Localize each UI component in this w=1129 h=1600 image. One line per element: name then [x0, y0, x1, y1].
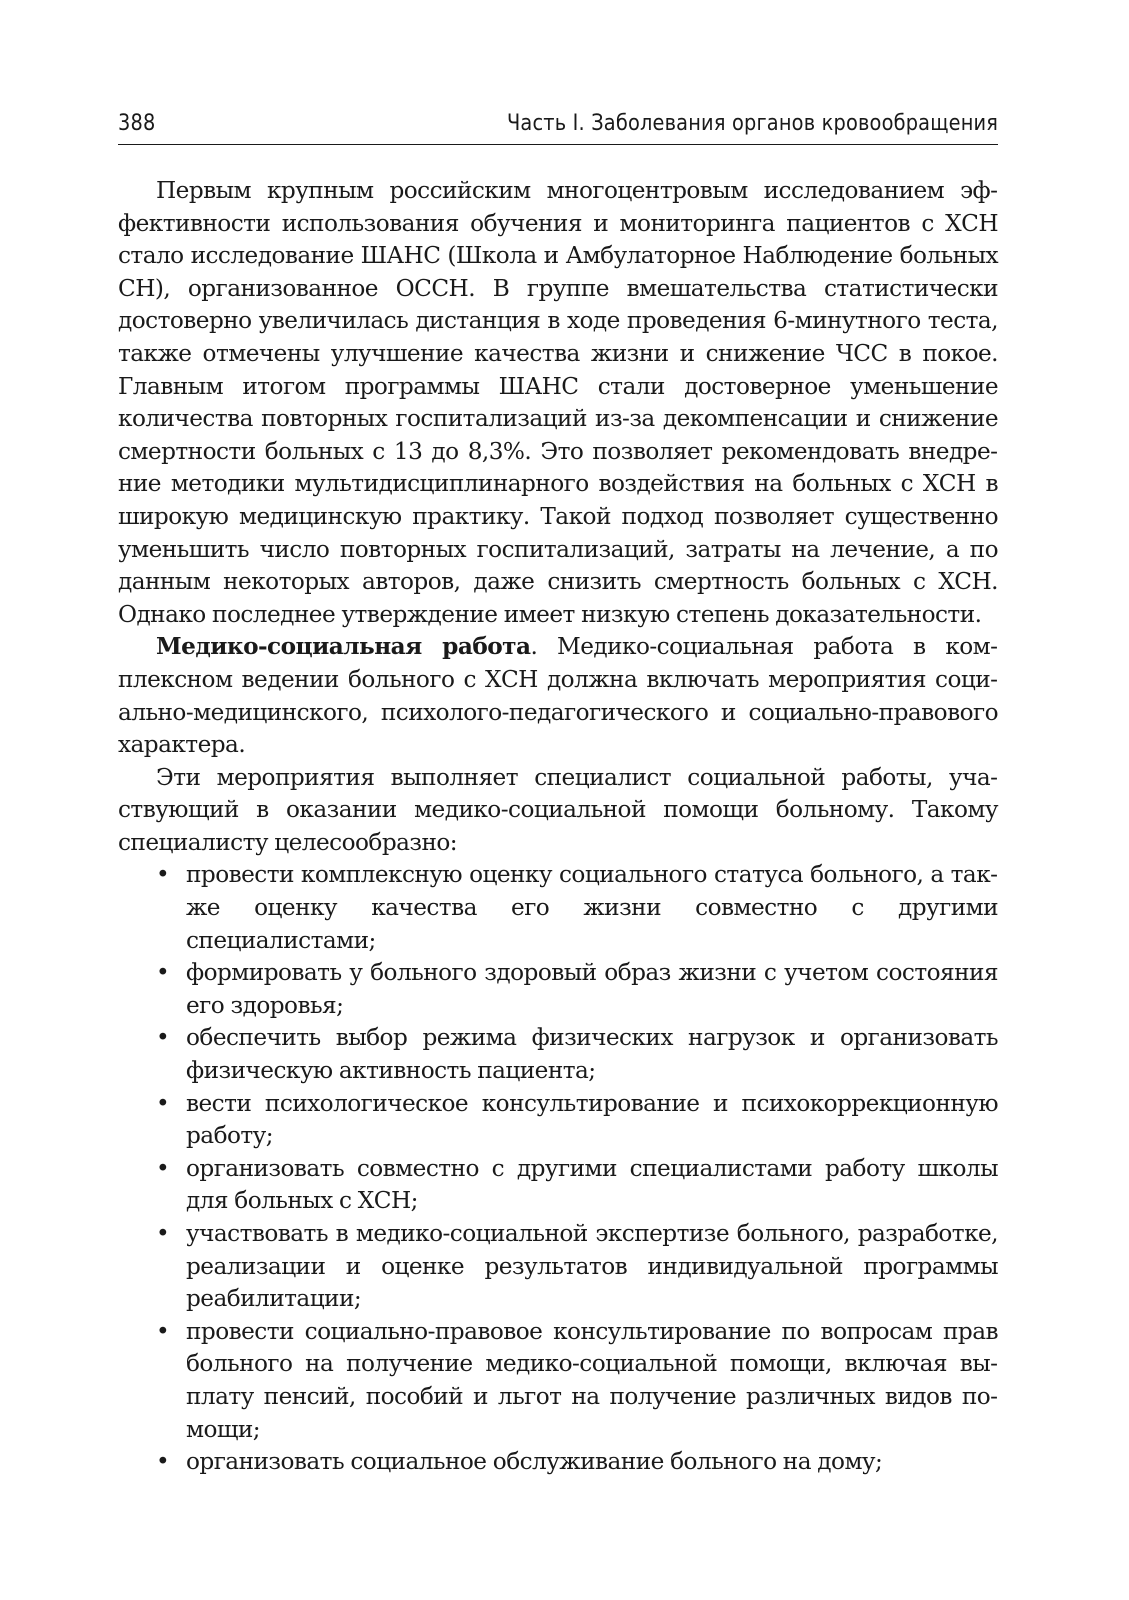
list-item	[118, 1218, 998, 1316]
bullet-icon: •	[156, 1317, 170, 1345]
list-item-text: провести социально-правовое консультирование по вопросам прав больного на получение медико-социальной помощи, включая выплату пенсий, пособий и льгот на получение различных видов помощи;	[186, 1317, 998, 1443]
book-page	[118, 110, 998, 1479]
paragraph-text: Первым крупным российским многоцентровым исследованием эффективности использования обучения и мониторинга пациентов с ХСН стало исследование ШАНС (Школа и Амбулаторное Наблюдение больных СН), организованное ОССН. В группе вмешательства статистически достоверно увеличилась дистанция в ходе проведения 6-минутного теста, также отмечены улучшение качества жизни и снижение ЧСС в покое. Главным итогом программы ШАНС стали достоверное уменьшение количества повторных госпитализаций из-за декомпенсации и снижение смертности больных с 13 до 8,3%. Это позволяет рекомендовать внедрение методики мультидисциплинарного воздействия на больных с ХСН в широкую медицинскую практику. Такой подход позволяет существенно уменьшить число повторных госпитализаций, затраты на лечение, а по данным некоторых авторов, даже снизить смертность больных с ХСН. Однако последнее утверждение имеет низкую степень доказательности.	[118, 177, 998, 628]
page-number: 388	[118, 111, 156, 136]
bullet-icon: •	[156, 861, 170, 889]
list-item	[118, 1153, 998, 1218]
paragraph-lead-heading: Медико-социальная работа	[156, 633, 531, 661]
paragraph-shans-study	[118, 175, 998, 631]
paragraph-medico-social-work	[118, 631, 998, 761]
list-item	[118, 957, 998, 1022]
list-item-text: вести психологическое консультирование и психокоррекционную работу;	[186, 1089, 998, 1150]
bullet-icon: •	[156, 1154, 170, 1182]
list-item	[118, 1316, 998, 1446]
running-title: Часть I. Заболевания органов кровообращения	[506, 111, 998, 136]
paragraph-specialist-intro	[118, 762, 998, 860]
paragraph-text: Эти мероприятия выполняет специалист социальной работы, участвующий в оказании медико-социальной помощи больному. Такому специалисту целесообразно:	[118, 763, 998, 856]
list-item	[118, 1022, 998, 1087]
bullet-icon: •	[156, 959, 170, 987]
bullet-icon: •	[156, 1448, 170, 1476]
list-item-text: обеспечить выбор режима физических нагрузок и организовать физическую активность пациента;	[186, 1024, 998, 1085]
paragraph-text: . Медико-социальная работа в комплексном ведении больного с ХСН должна включать мероприятия социально-медицинского, психолого-педагогического и социально-правового характера.	[118, 633, 999, 759]
list-item	[118, 1088, 998, 1153]
list-item-text: организовать совместно с другими специалистами работу школы для больных с ХСН;	[186, 1154, 998, 1215]
list-item-text: участвовать в медико-социальной экспертизе больного, разработке, реализации и оценке результатов индивидуальной программы реабилитации;	[186, 1220, 998, 1313]
body-text	[118, 175, 998, 1479]
list-item-text: провести комплексную оценку социального статуса больного, а также оценку качества его жизни совместно с другими специалистами;	[186, 861, 998, 954]
bullet-icon: •	[156, 1024, 170, 1052]
bullet-icon: •	[156, 1089, 170, 1117]
list-item	[118, 859, 998, 957]
bullet-icon: •	[156, 1220, 170, 1247]
list-item-text: организовать социальное обслуживание больного на дому;	[186, 1448, 883, 1476]
list-item	[118, 1446, 998, 1479]
duties-list	[118, 859, 998, 1478]
running-header	[118, 110, 998, 145]
list-item-text: формировать у больного здоровый образ жизни с учетом состояния его здоровья;	[186, 959, 998, 1019]
